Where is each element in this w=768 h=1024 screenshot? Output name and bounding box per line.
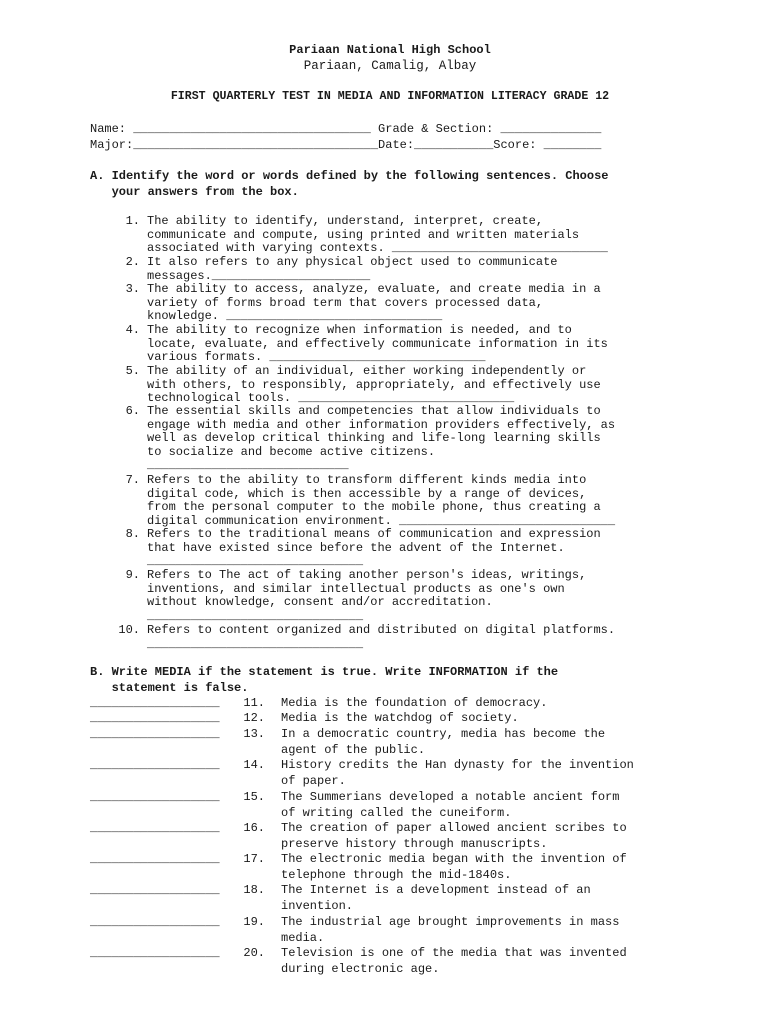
answer-blank[interactable]: __________________ — [90, 727, 220, 741]
school-name: Pariaan National High School — [289, 43, 491, 57]
statement-text: The industrial age brought improvements in mass media. — [281, 915, 620, 945]
answer-blank[interactable]: __________________ — [90, 821, 220, 835]
question-number: 18. — [243, 883, 265, 897]
question-number: 6. — [125, 404, 140, 418]
answer-blank[interactable]: __________________ — [90, 883, 220, 897]
question-text: It also refers to any physical object used to communicate messages.______________________ — [147, 255, 558, 283]
question-text: The ability to recognize when information is needed, and to locate, evaluate, and effectively communicate information in its various formats. ______________________________ — [147, 323, 608, 365]
statement-text: History credits the Han dynasty for the invention of paper. — [281, 758, 634, 788]
question-text: Refers to the ability to transform different kinds media into digital code, which is then accessible by a range of devices, from the personal computer to the mobile phone, thus creating a digital communication environment. ______________________________ — [147, 473, 616, 528]
question-number: 1. — [125, 214, 140, 228]
question-number: 5. — [125, 364, 140, 378]
section-b-instructions: B. Write MEDIA if the statement is true. Write INFORMATION if the statement is false. — [90, 665, 559, 695]
question-text: Refers to content organized and distributed on digital platforms. ______________________________ — [147, 623, 616, 651]
statement-text: Television is one of the media that was invented during electronic age. — [281, 946, 627, 976]
question-number: 11. — [243, 696, 265, 710]
question-number: 17. — [243, 852, 265, 866]
question-number: 16. — [243, 821, 265, 835]
section-a-instructions: A. Identify the word or words defined by the following sentences. Choose your answers from the box. — [90, 169, 609, 199]
name-grade-line: Name: _________________________________ Grade & Section: ______________ — [90, 122, 602, 136]
question-text: The ability to identify, understand, interpret, create, communicate and compute, using printed and written materials associated with varying contexts. ______________________________ — [147, 214, 608, 256]
answer-blank[interactable]: __________________ — [90, 790, 220, 804]
statement-text: Media is the foundation of democracy. — [281, 696, 548, 710]
question-text: Refers to The act of taking another person's ideas, writings, inventions, and similar intellectual products as one's own without knowledge, consent and/or accreditation. ______________________________ — [147, 568, 587, 623]
statement-text: The Internet is a development instead of an invention. — [281, 883, 591, 913]
answer-blank[interactable]: __________________ — [90, 758, 220, 772]
school-address: Pariaan, Camalig, Albay — [303, 59, 477, 73]
answer-blank[interactable]: __________________ — [90, 852, 220, 866]
statement-text: The creation of paper allowed ancient scribes to preserve history through manuscripts. — [281, 821, 627, 851]
question-number: 14. — [243, 758, 265, 772]
statement-text: In a democratic country, media has become the agent of the public. — [281, 727, 606, 757]
answer-blank[interactable]: __________________ — [90, 915, 220, 929]
answer-blank[interactable]: __________________ — [90, 946, 220, 960]
test-title: FIRST QUARTERLY TEST IN MEDIA AND INFORMATION LITERACY GRADE 12 — [170, 90, 610, 103]
statement-text: The Summerians developed a notable ancient form of writing called the cuneiform. — [281, 790, 620, 820]
question-text: The ability to access, analyze, evaluate, and create media in a variety of forms broad term that covers processed data, knowledge. ______________________________ — [147, 282, 601, 324]
question-text: The ability of an individual, either working independently or with others, to responsibly, appropriately, and effectively use technological tools. ______________________________ — [147, 364, 601, 406]
statement-text: Media is the watchdog of society. — [281, 711, 519, 725]
question-number: 4. — [125, 323, 140, 337]
answer-blank[interactable]: __________________ — [90, 711, 220, 725]
question-number: 7. — [125, 473, 140, 487]
question-number: 2. — [125, 255, 140, 269]
question-number: 3. — [125, 282, 140, 296]
question-number: 20. — [243, 946, 265, 960]
question-number: 10. — [118, 623, 140, 637]
question-text: Refers to the traditional means of communication and expression that have existed since before the advent of the Internet. ______________________________ — [147, 527, 601, 569]
major-date-score-line: Major:__________________________________Date:___________Score: ________ — [90, 138, 602, 152]
statement-text: The electronic media began with the invention of telephone through the mid-1840s. — [281, 852, 627, 882]
question-number: 8. — [125, 527, 140, 541]
question-number: 9. — [125, 568, 140, 582]
question-number: 12. — [243, 711, 265, 725]
question-number: 13. — [243, 727, 265, 741]
answer-blank[interactable]: __________________ — [90, 696, 220, 710]
question-number: 19. — [243, 915, 265, 929]
question-number: 15. — [243, 790, 265, 804]
question-text: The essential skills and competencies that allow individuals to engage with media and other information providers effectively, as well as develop critical thinking and life-long learning skills to socialize and become active citizens. ____________________________ — [147, 404, 616, 473]
